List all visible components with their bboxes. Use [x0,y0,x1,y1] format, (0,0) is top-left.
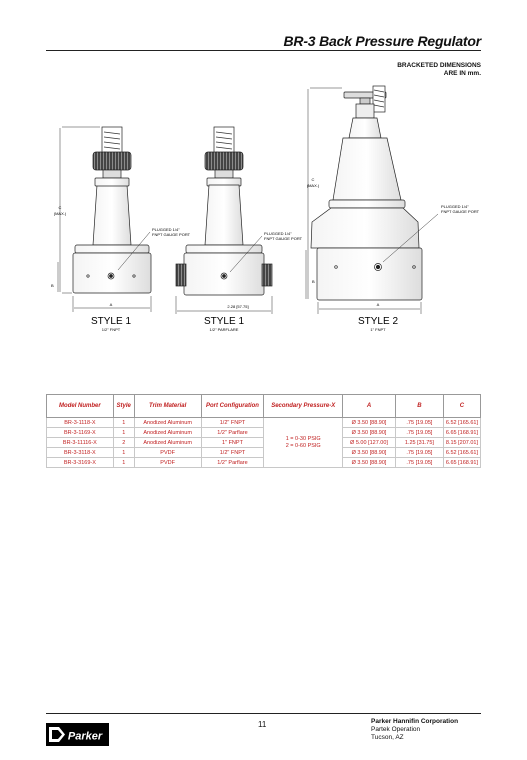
col-trim-material: Trim Material [134,395,201,418]
col-style: Style [113,395,134,418]
header-rule [46,50,481,51]
style1-parflare-dim-width: 2.28 [57.75] [227,304,249,309]
style1-parflare-drawing [176,127,272,295]
col-c: C [443,395,480,418]
style2-drawing [311,86,422,300]
cell-b: .75 [19.05] [395,448,443,458]
cell-b: .75 [19.05] [395,458,443,468]
cell-secondary-pressure [264,418,343,468]
col-a: A [343,395,396,418]
style1-fnpt-port-note-2: FNPT GAUGE PORT [152,232,191,237]
cell-model: BR-3-1169-X [47,428,114,438]
bracketed-dimensions-note [397,62,481,78]
cell-c: 6.65 [168.91] [443,458,480,468]
cell-port: 1/2" Parflare [201,458,264,468]
cell-a: Ø 5.00 [127.00] [343,438,396,448]
table-row [47,418,481,428]
cell-port: 1/2" FNPT [201,448,264,458]
style2-dim-a: A [376,302,380,307]
style2-dim-c: C [311,177,315,182]
cell-trim: PVDF [134,448,201,458]
style2-subtitle: 1" FNPT [370,327,386,332]
style1-fnpt-drawing [73,127,151,293]
style1-fnpt-port-note-1: PLUGGED 1/4" [152,227,180,232]
style1-fnpt-dim-c-sub: (MAX.) [53,211,67,216]
table-row [47,428,481,438]
cell-a: Ø 3.50 [88.90] [343,448,396,458]
cell-b: .75 [19.05] [395,428,443,438]
cell-style: 1 [113,448,134,458]
style2-port-note-2: FNPT GAUGE PORT [441,209,480,214]
style1-parflare-port-note-1: PLUGGED 1/4" [264,231,292,236]
table-row [47,448,481,458]
cell-style: 2 [113,438,134,448]
cell-port: 1" FNPT [201,438,264,448]
col-port-configuration: Port Configuration [201,395,264,418]
cell-b: 1.25 [31.75] [395,438,443,448]
style1-fnpt-dim-c: C [58,205,62,210]
company-name: Parker Hannifin Corporation [371,718,459,725]
style1-fnpt-dim-a: A [109,302,113,307]
cell-trim: PVDF [134,458,201,468]
cell-model: BR-3-11116-X [47,438,114,448]
regulator-drawings [0,80,527,355]
svg-text:Parker: Parker [67,730,103,743]
cell-c: 8.15 [207.01] [443,438,480,448]
style2-title: STYLE 2 [357,316,399,327]
pressure-option-2: 2 = 0-60 PSIG [285,442,321,449]
cell-style: 1 [113,418,134,428]
style2-dim-b: B [312,279,315,284]
col-b: B [395,395,443,418]
cell-model: BR-3-3169-X [47,458,114,468]
style1-fnpt-title: STYLE 1 [90,316,132,327]
cell-c: 6.52 [165.61] [443,448,480,458]
company-operation: Partek Operation [371,726,421,733]
page-title: BR-3 Back Pressure Regulator [283,33,481,49]
cell-model: BR-3-3118-X [47,448,114,458]
company-location: Tucson, AZ [371,734,404,741]
page-number: 11 [258,720,267,729]
cell-a: Ø 3.50 [88.90] [343,418,396,428]
bracket-note-line2: ARE IN mm. [443,70,481,77]
cell-c: 6.52 [165.61] [443,418,480,428]
col-secondary-pressure: Secondary Pressure-X [264,395,343,418]
cell-c: 6.65 [168.91] [443,428,480,438]
style1-fnpt-subtitle: 1/2" FNPT [101,327,121,332]
style1-parflare-subtitle: 1/2" PARFLARE [209,327,239,332]
cell-style: 1 [113,428,134,438]
parker-logo [46,723,109,746]
table-header-row [47,395,481,418]
col-model-number: Model Number [47,395,114,418]
cell-model: BR-3-1118-X [47,418,114,428]
cell-trim: Anodized Aluminum [134,418,201,428]
table-row [47,458,481,468]
cell-port: 1/2" FNPT [201,418,264,428]
style2-port-note-1: PLUGGED 1/4" [441,204,469,209]
bracket-note-line1: BRACKETED DIMENSIONS [397,62,481,69]
cell-b: .75 [19.05] [395,418,443,428]
style1-parflare-title: STYLE 1 [203,316,245,327]
pressure-option-1: 1 = 0-30 PSIG [285,435,321,442]
footer-rule [46,713,481,714]
style1-parflare-port-note-2: FNPT GAUGE PORT [264,236,303,241]
cell-style: 1 [113,458,134,468]
cell-trim: Anodized Aluminum [134,438,201,448]
cell-a: Ø 3.50 [88.90] [343,458,396,468]
cell-trim: Anodized Aluminum [134,428,201,438]
model-table [46,394,481,468]
cell-a: Ø 3.50 [88.90] [343,428,396,438]
adjusting-knob [93,152,131,170]
style1-fnpt-dim-b: B [51,283,54,288]
table-row [47,438,481,448]
cell-port: 1/2" Parflare [201,428,264,438]
style2-dim-c-sub: (MAX.) [306,183,320,188]
company-info [371,718,458,742]
